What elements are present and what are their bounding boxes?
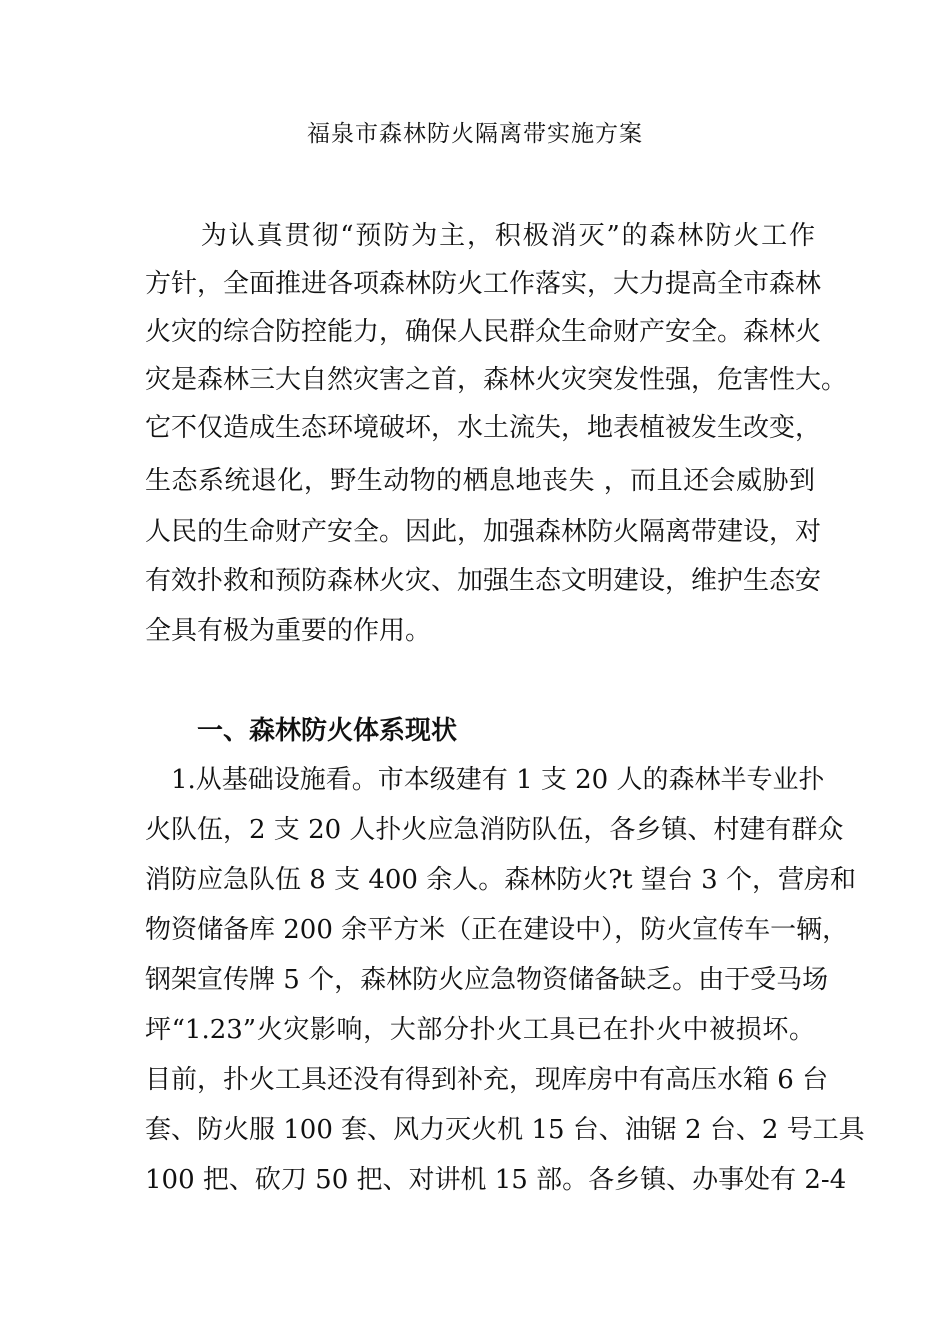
- section-line: 目前，扑火工具还没有得到补充，现库房中有高压水箱 6 台: [145, 1065, 829, 1095]
- intro-line: 生态系统退化，野生动物的栖息地丧失 ，而且还会威胁到: [145, 466, 815, 496]
- section-line: 钢架宣传牌 5 个，森林防火应急物资储备缺乏。由于受马场: [145, 965, 829, 995]
- section-line: 火队伍，2 支 20 人扑火应急消防队伍，各乡镇、村建有群众: [145, 815, 844, 845]
- intro-line: 方针，全面推进各项森林防火工作落实，大力提高全市森林: [145, 269, 822, 299]
- intro-line: 有效扑救和预防森林火灾、加强生态文明建设，维护生态安: [145, 566, 822, 596]
- intro-line: 全具有极为重要的作用。: [145, 616, 432, 646]
- intro-line: 人民的生命财产安全。因此，加强森林防火隔离带建设，对: [145, 517, 822, 547]
- intro-line: 火灾的综合防控能力，确保人民群众生命财产安全。森林火: [145, 317, 822, 347]
- section-heading: 一、森林防火体系现状: [197, 716, 458, 746]
- intro-line: 它不仅造成生态环境破坏，水土流失，地表植被发生改变，: [145, 413, 822, 443]
- section-line: 坪“1.23”火灾影响，大部分扑火工具已在扑火中被损坏。: [145, 1015, 815, 1045]
- section-line: 1.从基础设施看。市本级建有 1 支 20 人的森林半专业扑: [145, 765, 825, 795]
- section-line: 消防应急队伍 8 支 400 余人。森林防火?t 望台 3 个，营房和: [145, 865, 856, 895]
- section-line: 100 把、砍刀 50 把、对讲机 15 部。各乡镇、办事处有 2-4: [145, 1165, 847, 1195]
- intro-line: 为认真贯彻“预防为主，积极消灭”的森林防火工作: [145, 221, 815, 251]
- section-line: 物资储备库 200 余平方米（正在建设中），防火宣传车一辆，: [145, 915, 849, 945]
- section-line: 套、防火服 100 套、风力灭火机 15 台、油锯 2 台、2 号工具: [145, 1115, 865, 1145]
- intro-line: 灾是森林三大自然灾害之首，森林火灾突发性强，危害性大。: [145, 365, 848, 395]
- document-title: 福泉市森林防火隔离带实施方案: [307, 121, 643, 147]
